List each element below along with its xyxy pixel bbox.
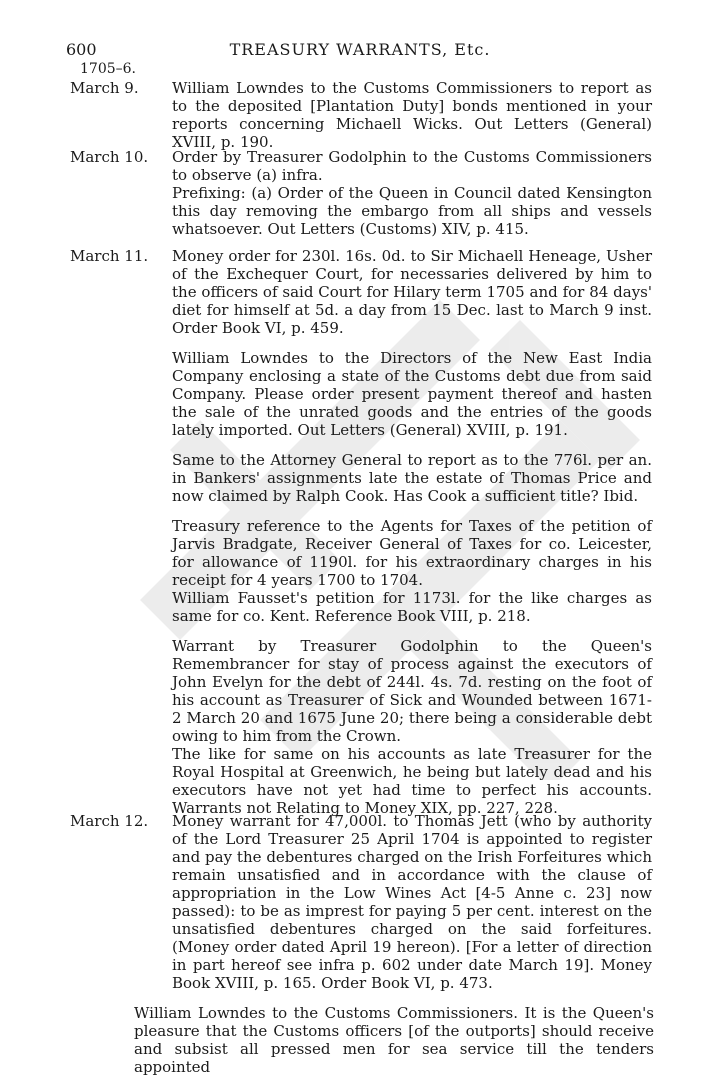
entry-date: March 9. bbox=[70, 79, 139, 97]
year-label: 1705–6. bbox=[80, 61, 136, 77]
page-header bbox=[0, 40, 720, 62]
entry-paragraph: Order by Treasurer Godolphin to the Customs Commissioners to observe (a) infra. bbox=[172, 148, 652, 184]
entry-paragraph: Same to the Attorney General to report as to the 776l. per an. in Bankers' assignments late the estate of Thomas Price and now claimed by Ralph Cook. Has Cook a sufficient title? Ibid. bbox=[172, 451, 652, 505]
entry-paragraph: The like for same on his accounts as late Treasurer for the Royal Hospital at Greenwich, he being but lately dead and his executors have not yet had time to perfect his accounts. Warrants not Relating to Money XIX, pp. 227, 228. bbox=[172, 745, 652, 817]
entry-paragraph: Money order for 230l. 16s. 0d. to Sir Michaell Heneage, Usher of the Exchequer Court, for necessaries delivered by him to the officers of said Court for Hilary term 1705 and for 84 days' diet for himself at 5d. a day from 15 Dec. last to March 9 inst. Order Book VI, p. 459. bbox=[172, 247, 652, 337]
entry-body bbox=[172, 247, 652, 817]
running-title: TREASURY WARRANTS, Etc. bbox=[229, 40, 491, 59]
entry-body bbox=[172, 812, 652, 992]
entry-paragraph: Prefixing: (a) Order of the Queen in Council dated Kensington this day removing the embargo from all ships and vessels whatsoever. Out Letters (Customs) XIV, p. 415. bbox=[172, 184, 652, 238]
entry-paragraph: William Lowndes to the Directors of the New East India Company enclosing a state of the Customs debt due from said Company. Please order present payment thereof and hasten the sale of the unrated goods and the entries of the goods lately imported. Out Letters (General) XVIII, p. 191. bbox=[172, 349, 652, 439]
entry-paragraph: William Fausset's petition for 1173l. for the like charges as same for co. Kent. Reference Book VIII, p. 218. bbox=[172, 589, 652, 625]
entry-date: March 12. bbox=[70, 812, 149, 830]
entry-paragraph: William Lowndes to the Customs Commissioners. It is the Queen's pleasure that the Customs officers [of the outports] should receive and subsist all pressed men for sea service till the tenders appointed bbox=[134, 1004, 654, 1076]
entry-paragraph: Treasury reference to the Agents for Taxes of the petition of Jarvis Bradgate, Receiver General of Taxes for co. Leicester, for allowance of 1190l. for his extraordinary charges in his receipt for 4 years 1700 to 1704. bbox=[172, 517, 652, 589]
entry-paragraph: William Lowndes to the Customs Commissioners to report as to the deposited [Plantation Duty] bonds mentioned in your reports concerning Michaell Wicks. Out Letters (General) XVIII, p. 190. bbox=[172, 79, 652, 151]
entry-paragraph: Money warrant for 47,000l. to Thomas Jett (who by authority of the Lord Treasurer 25 April 1704 is appointed to register and pay the debentures charged on the Irish Forfeitures which remain unsatisfied and in accordance with the clause of appropriation in the Low Wines Act [4-5 Anne c. 23] now passed): to be as imprest for paying 5 per cent. interest on the unsatisfied debentures charged on the said forfeitures. (Money order dated April 19 hereon). [For a letter of direction in part hereof see infra p. 602 under date March 19]. Money Book XVIII, p. 165. Order Book VI, p. 473. bbox=[172, 812, 652, 992]
entry-body bbox=[172, 79, 652, 151]
entry-body bbox=[172, 148, 652, 238]
entry-date: March 10. bbox=[70, 148, 149, 166]
entry-paragraph: Warrant by Treasurer Godolphin to the Queen's Remembrancer for stay of process against the executors of John Evelyn for the debt of 244l. 4s. 7d. resting on the foot of his account as Treasurer of Sick and Wounded between 1671-2 March 20 and 1675 June 20; there being a considerable debt owing to him from the Crown. bbox=[172, 637, 652, 745]
entry-date: March 11. bbox=[70, 247, 149, 265]
page-number: 600 bbox=[66, 40, 97, 59]
